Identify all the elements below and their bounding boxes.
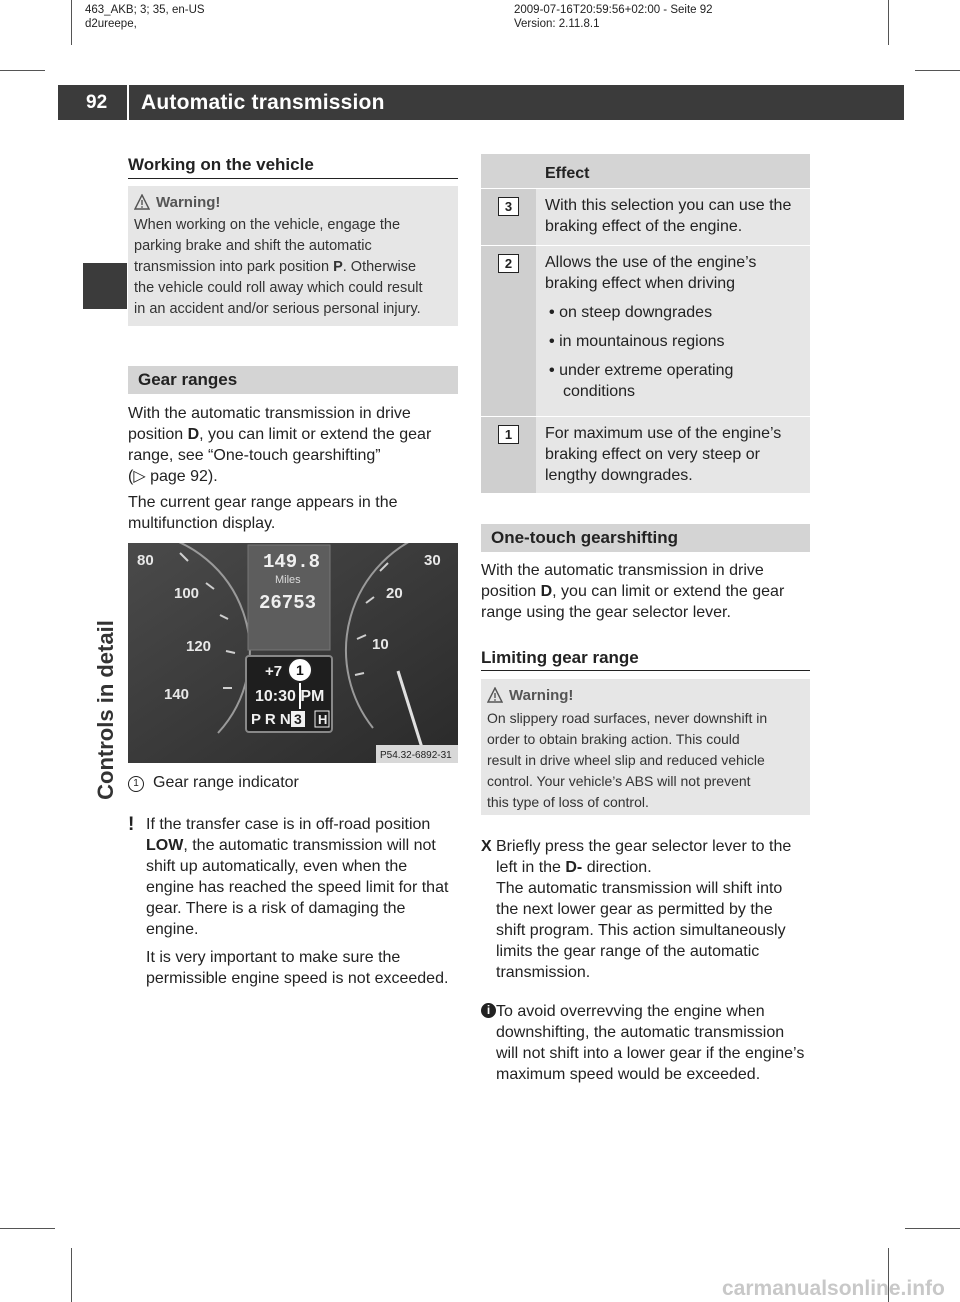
text-line: The automatic transmission will shift into <box>496 880 783 897</box>
clock: 10:30 PM <box>255 688 325 705</box>
speed-mark: 80 <box>137 552 154 569</box>
speed-mark: 120 <box>186 638 212 655</box>
table-effect-cell <box>536 189 810 245</box>
warning-title: Warning! <box>509 687 574 704</box>
warning-body <box>134 215 452 320</box>
text-line: If the transfer case is in off-road position <box>146 816 431 833</box>
h-indicator: H <box>318 712 328 727</box>
meta-line: d2ureepe, <box>85 18 137 30</box>
section-label-text: Controls in detail <box>93 620 118 800</box>
warning-line: When working on the vehicle, engage the <box>134 217 401 233</box>
callout-number: 1 <box>296 662 304 678</box>
bullet-text: on steep downgrades <box>559 304 713 321</box>
text-line: range, see “One-touch gearshifting” <box>128 447 381 464</box>
warning-triangle-icon <box>134 194 150 210</box>
section-label <box>86 580 126 840</box>
speed-mark: 140 <box>164 686 190 703</box>
list-item: • under extreme operating conditions <box>549 362 734 400</box>
text-line: shift program. This action simultaneously <box>496 922 786 939</box>
text-line: With this selection you can use the <box>545 197 792 214</box>
effect-table <box>481 154 810 494</box>
gear-range-indicator: 3 <box>294 711 302 727</box>
warning-line: the vehicle could roll away which could result <box>134 280 423 296</box>
table-key-cell <box>481 189 536 245</box>
text-line: braking effect on very steep or <box>545 446 760 463</box>
rpm-mark: 30 <box>424 552 441 569</box>
text-line: the next lower gear as permitted by the <box>496 901 773 918</box>
table-effect-cell <box>536 246 810 416</box>
table-header-key <box>481 154 536 188</box>
crop-mark <box>888 0 889 45</box>
text-line: It is very important to make sure the <box>146 949 401 966</box>
warning-line: result in drive wheel slip and reduced vehicle <box>487 752 765 768</box>
outside-temp: +7 <box>265 663 283 680</box>
cluster-svg <box>128 543 458 763</box>
crop-mark <box>905 1228 960 1229</box>
crop-mark <box>0 1228 55 1229</box>
warning-title: Warning! <box>156 194 221 211</box>
warning-body <box>487 708 804 813</box>
total-odometer: 26753 <box>259 592 317 614</box>
instrument-cluster-figure <box>128 543 458 763</box>
warning-triangle-icon <box>487 687 503 703</box>
figure-caption <box>128 772 299 793</box>
info-note <box>481 1001 816 1085</box>
text-line: limits the gear range of the automatic <box>496 943 760 960</box>
trip-odometer: 149.8 <box>263 551 321 573</box>
table-key-cell <box>481 417 536 493</box>
one-touch-paragraph <box>481 560 816 623</box>
text-line: shift up automatically, even when the <box>146 858 408 875</box>
meta-line: 463_AKB; 3; 35, en-US <box>85 4 205 16</box>
gear-key: 3 <box>498 197 519 216</box>
heading-rule <box>128 178 458 179</box>
rpm-mark: 10 <box>372 636 389 653</box>
text-line: engine. <box>146 921 199 938</box>
instruction-step <box>481 836 816 983</box>
text-line: downshifting, the automatic transmission <box>496 1024 785 1041</box>
gear-key: 1 <box>498 425 519 444</box>
text-line: will not shift into a lower gear if the engine’s <box>496 1045 805 1062</box>
text-line: gear. There is a risk of damaging the <box>146 900 406 917</box>
heading-limiting-gear-range: Limiting gear range <box>481 648 639 667</box>
warning-box <box>128 186 458 326</box>
text-line: multifunction display. <box>128 515 276 532</box>
warning-line: order to obtain braking action. This could <box>487 731 740 747</box>
warning-line: this type of loss of control. <box>487 794 649 810</box>
text-line: transmission. <box>496 964 591 981</box>
step-arrow-icon: X <box>481 838 492 855</box>
crop-mark <box>71 0 72 45</box>
text-line: braking effect of the engine. <box>545 218 743 235</box>
table-header-row <box>481 154 810 189</box>
table-row <box>481 189 810 246</box>
text-line: maximum speed would be exceeded. <box>496 1066 761 1083</box>
gear-ranges-paragraph <box>128 403 460 487</box>
warning-line: On slippery road surfaces, never downshift in <box>487 710 768 726</box>
table-row <box>481 417 810 494</box>
warning-line: control. Your vehicle’s ABS will not prevent <box>487 773 751 789</box>
watermark: carmanualsonline.info <box>722 1277 945 1300</box>
text-line: braking effect when driving <box>545 275 736 292</box>
list-item: • in mountainous regions <box>549 333 725 350</box>
table-row <box>481 246 810 417</box>
heading-one-touch: One-touch gearshifting <box>481 524 810 552</box>
odo-unit: Miles <box>275 574 301 586</box>
heading-gear-ranges: Gear ranges <box>128 366 458 394</box>
caption-marker: 1 <box>128 776 144 792</box>
header-separator <box>127 85 129 120</box>
text-line: left in the D- direction. <box>496 859 652 876</box>
figure-code: P54.32-6892-31 <box>380 750 452 761</box>
warning-line: parking brake and shift the automatic <box>134 238 372 254</box>
page-title: Automatic transmission <box>141 91 385 114</box>
text-line: range using the gear selector lever. <box>481 604 731 621</box>
gear-positions: P R N <box>251 711 291 728</box>
text-line: lengthy downgrades. <box>545 467 693 484</box>
warning-box <box>481 679 810 815</box>
info-icon: i <box>481 1003 496 1018</box>
section-tab <box>83 263 127 309</box>
caption-text: Gear range indicator <box>153 774 299 791</box>
warning-line: transmission into park position P. Otherwise <box>134 259 417 275</box>
bullet-text: in mountainous regions <box>559 333 725 350</box>
crop-mark <box>71 1248 72 1302</box>
heading-working-on-vehicle: Working on the vehicle <box>128 155 314 174</box>
page-link[interactable]: (▷ page 92). <box>128 468 218 485</box>
heading-rule <box>481 670 810 671</box>
rpm-mark: 20 <box>386 585 403 602</box>
text-line: The current gear range appears in the <box>128 494 398 511</box>
text-line: To avoid overrevving the engine when <box>496 1003 765 1020</box>
text-line: engine has reached the speed limit for that <box>146 879 449 896</box>
meta-line: 2009-07-16T20:59:56+02:00 - Seite 92 <box>514 4 713 16</box>
print-meta-right <box>514 3 713 31</box>
speed-mark: 100 <box>174 585 200 602</box>
table-header-effect: Effect <box>536 154 810 188</box>
text-line: position D, you can limit or extend the gear <box>481 583 785 600</box>
crop-mark <box>0 70 45 71</box>
text-line: Allows the use of the engine’s <box>545 254 757 271</box>
caution-icon: ! <box>128 814 135 835</box>
text-line: For maximum use of the engine’s <box>545 425 782 442</box>
table-key-cell <box>481 246 536 416</box>
meta-line: Version: 2.11.8.1 <box>514 18 600 30</box>
text-line: LOW, the automatic transmission will not <box>146 837 436 854</box>
text-line: With the automatic transmission in drive <box>481 562 764 579</box>
print-meta-left <box>85 3 205 31</box>
list-item: • on steep downgrades <box>549 304 713 321</box>
warning-line: in an accident and/or serious personal injury. <box>134 301 421 317</box>
caution-note <box>128 814 463 989</box>
text-line: Briefly press the gear selector lever to the <box>496 838 792 855</box>
display-paragraph <box>128 492 460 534</box>
bullet-text: under extreme operating conditions <box>559 362 734 400</box>
text-line: With the automatic transmission in drive <box>128 405 411 422</box>
gear-key: 2 <box>498 254 519 273</box>
crop-mark <box>915 70 960 71</box>
page-number: 92 <box>86 92 108 113</box>
text-line: permissible engine speed is not exceeded. <box>146 970 449 987</box>
text-line: position D, you can limit or extend the gear <box>128 426 432 443</box>
table-effect-cell <box>536 417 810 493</box>
